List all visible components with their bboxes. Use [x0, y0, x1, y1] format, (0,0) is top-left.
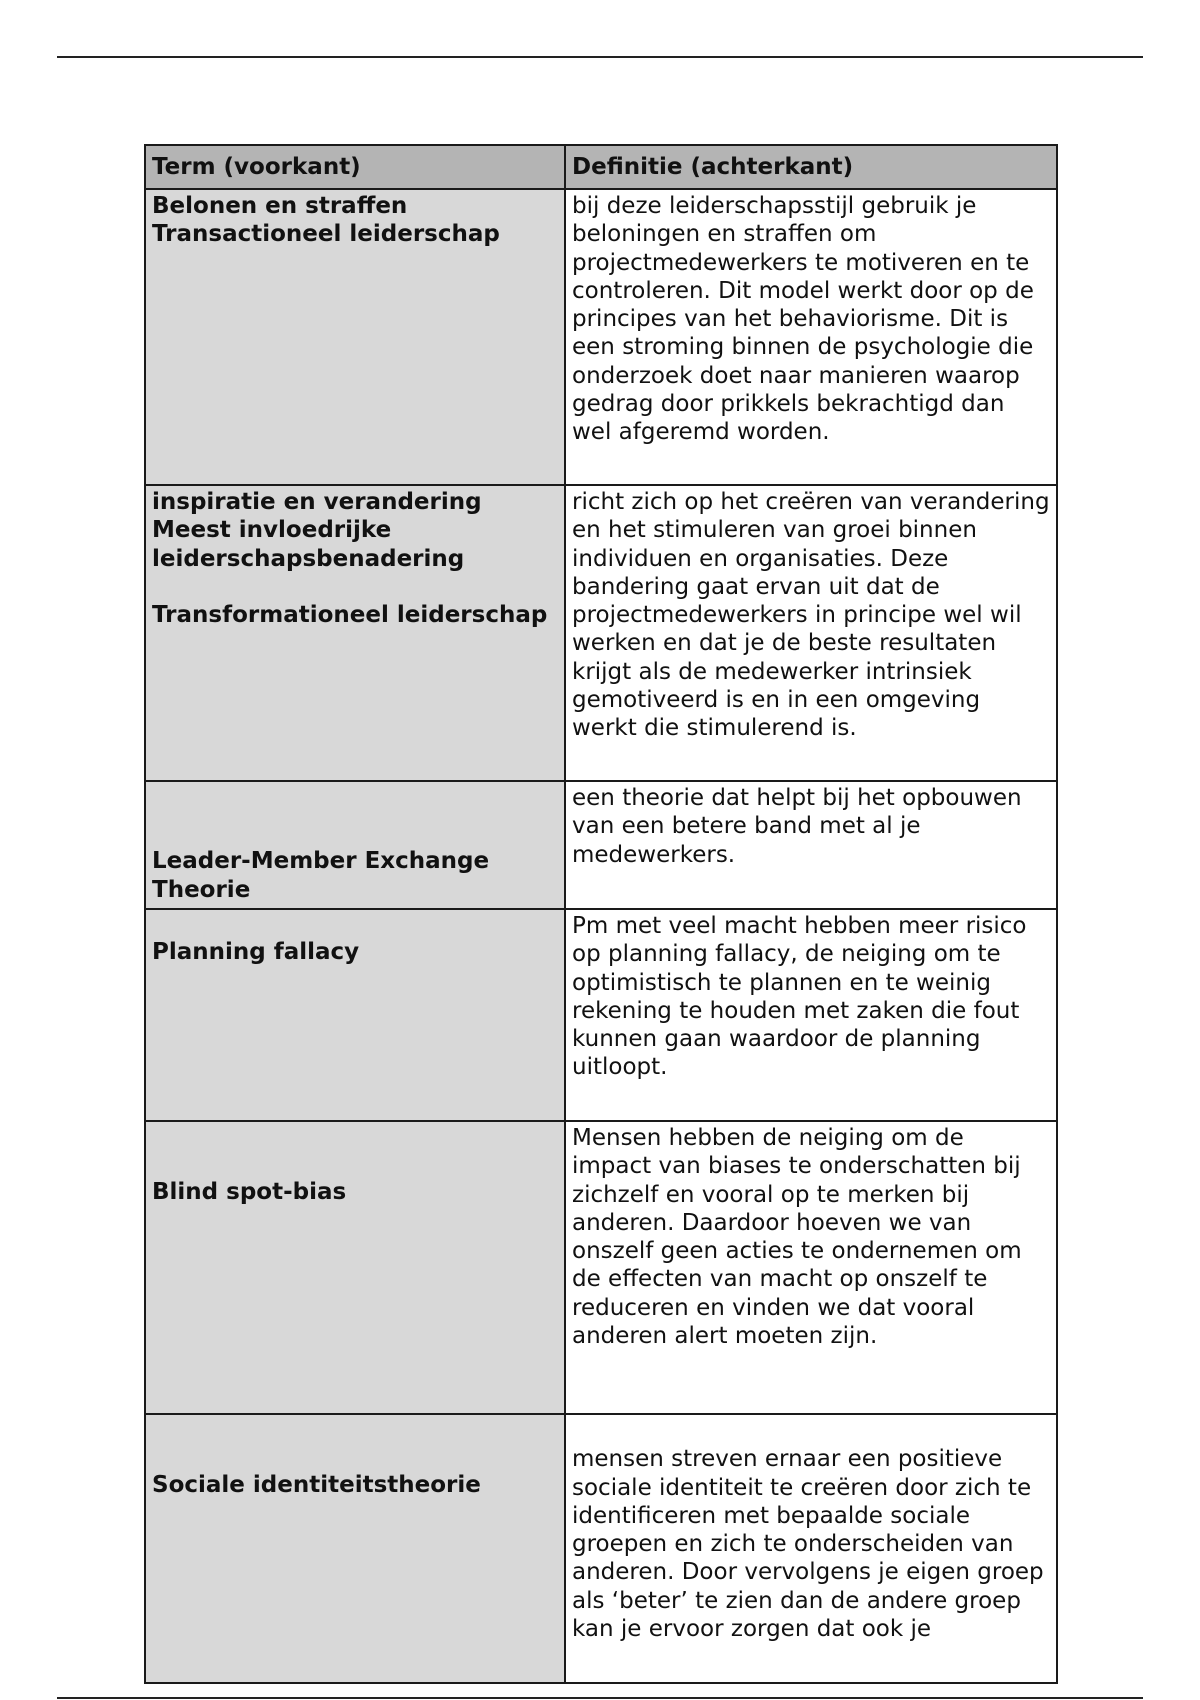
term-cell: inspiratie en verandering Meest invloedrijke leiderschapsbenadering Transformationeel leiderschap: [145, 485, 565, 781]
table-row: [145, 1414, 1057, 1683]
column-header-term: Term (voorkant): [145, 145, 565, 189]
header-rule: [57, 56, 1143, 58]
term-cell: Belonen en straffen Transactioneel leiderschap: [145, 189, 565, 485]
definition-cell: Mensen hebben de neiging om de impact van biases te onderschatten bij zichzelf en vooral op te merken bij anderen. Daardoor hoeven we van onszelf geen acties te ondernemen om de effecten van macht op onszelf te reduceren en vinden we dat vooral anderen alert moeten zijn.: [565, 1121, 1057, 1414]
table-header-row: [145, 145, 1057, 189]
term-cell: Planning fallacy: [145, 909, 565, 1121]
definition-cell: Pm met veel macht hebben meer risico op planning fallacy, de neiging om te optimistisch te plannen en te weinig rekening te houden met zaken die fout kunnen gaan waardoor de planning uitloopt.: [565, 909, 1057, 1121]
term-cell: Leader-Member Exchange Theorie: [145, 781, 565, 909]
definition-cell: een theorie dat helpt bij het opbouwen van een betere band met al je medewerkers.: [565, 781, 1057, 909]
table-row: [145, 189, 1057, 485]
table-row: [145, 781, 1057, 909]
definition-text: mensen streven ernaar een positieve sociale identiteit te creëren door zich te identificeren met bepaalde sociale groepen en zich te onderscheiden van anderen. Door vervolgens je eigen groep als ‘beter’ te zien dan de andere groep kan je ervoor zorgen dat ook je: [572, 1446, 1044, 1643]
term-cell: Blind spot-bias: [145, 1121, 565, 1414]
table-row: [145, 909, 1057, 1121]
definition-cell: [565, 1414, 1057, 1683]
table-row: [145, 1121, 1057, 1414]
table-row: [145, 485, 1057, 781]
definition-cell: bij deze leiderschapsstijl gebruik je beloningen en straffen om projectmedewerkers te motiveren en te controleren. Dit model werkt door op de principes van het behaviorisme. Dit is een stroming binnen de psychologie die onderzoek doet naar manieren waarop gedrag door prikkels bekrachtigd dan wel afgeremd worden.: [565, 189, 1057, 485]
term-cell: Sociale identiteitstheorie: [145, 1414, 565, 1683]
definition-cell: richt zich op het creëren van verandering en het stimuleren van groei binnen individuen en organisaties. Deze bandering gaat ervan uit dat de projectmedewerkers in principe wel wil werken en dat je de beste resultaten krijgt als de medewerker intrinsiek gemotiveerd is en in een omgeving werkt die stimulerend is.: [565, 485, 1057, 781]
column-header-definition: Definitie (achterkant): [565, 145, 1057, 189]
footer-rule: [57, 1697, 1143, 1699]
flashcard-table: [144, 144, 1058, 1684]
